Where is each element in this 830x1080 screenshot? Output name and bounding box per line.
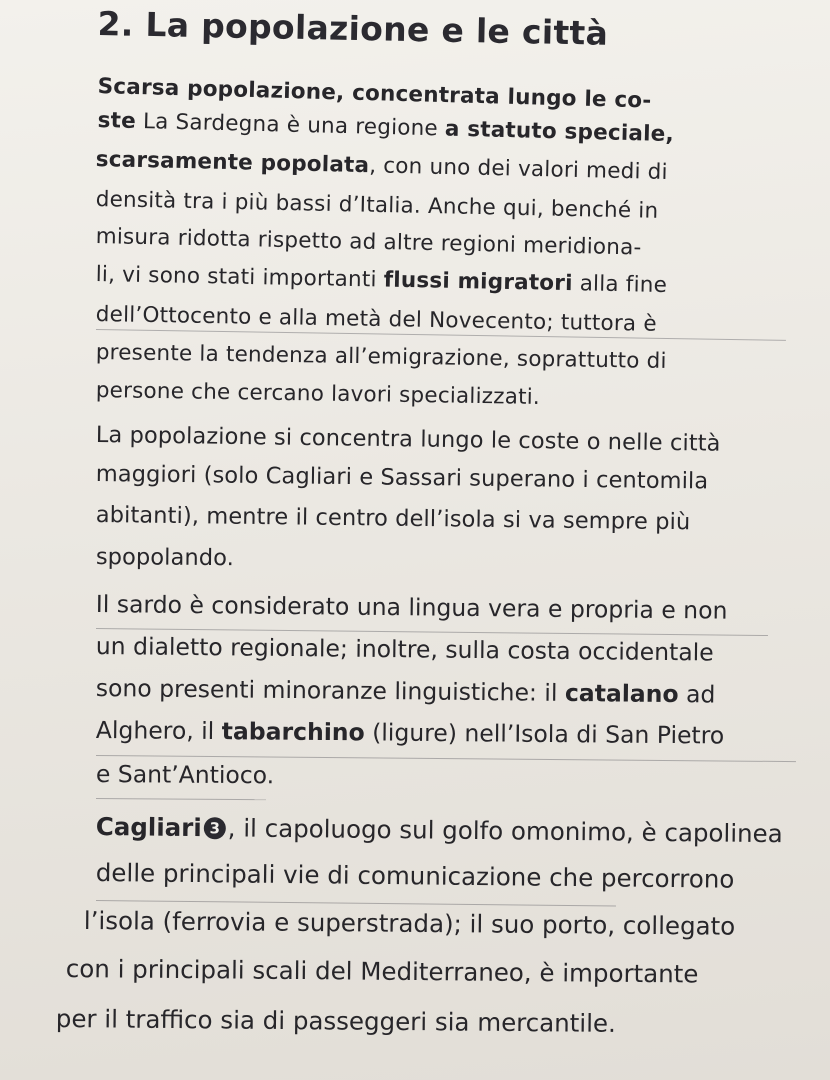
paragraph-1-line-9: persone che cercano lavori specializzati. [95, 378, 541, 410]
paragraph-3-line-2: un dialetto regionale; inoltre, sulla costa occidentale [95, 632, 714, 667]
paragraph-4-line-1: Cagliari 3 , il capoluogo sul golfo omonimo, è capolinea [95, 812, 783, 849]
paragraph-4-line-2: delle principali vie di comunicazione che percorrono [95, 858, 735, 894]
paragraph-4-line-4: con i principali scali del Mediterraneo, è importante [65, 954, 699, 989]
pencil-underline [96, 900, 616, 906]
paragraph-3-line-4: Alghero, il tabarchino (ligure) nell’Isola di San Pietro [95, 716, 725, 750]
paragraph-3-line-3: sono presenti minoranze linguistiche: il catalano ad [95, 674, 716, 709]
paragraph-3-line-5: e Sant’Antioco. [95, 760, 275, 790]
pencil-underline [96, 798, 266, 800]
image-reference-badge: 3 [204, 817, 226, 839]
paragraph-2-line-2: maggiori (solo Cagliari e Sassari superano i centomila [95, 461, 709, 495]
paragraph-1-line-6: li, vi sono stati importanti flussi migratori alla fine [95, 262, 668, 298]
paragraph-4-line-5: per il traffico sia di passeggeri sia mercantile. [55, 1004, 616, 1038]
paragraph-1-line-3: scarsamente popolata, con uno dei valori medi di [95, 147, 669, 185]
paragraph-1-line-5: misura ridotta rispetto ad altre regioni meridiona- [95, 224, 642, 261]
paragraph-1-line-7: dell’Ottocento e alla metà del Novecento; tuttora è [95, 302, 657, 337]
paragraph-2-line-1: La popolazione si concentra lungo le coste o nelle città [95, 422, 721, 457]
paragraph-4-line-3: l’isola (ferrovia e superstrada); il suo porto, collegato [83, 906, 736, 941]
paragraph-1-line-4: densità tra i più bassi d’Italia. Anche qui, benché in [95, 187, 659, 224]
paragraph-1-line-8: presente la tendenza all’emigrazione, soprattutto di [95, 340, 667, 374]
paragraph-3-line-1: Il sardo è considerato una lingua vera e propria e non [95, 590, 728, 625]
paragraph-2-line-4: spopolando. [95, 544, 235, 572]
paragraph-1-line-1: Scarsa popolazione, concentrata lungo le co- [97, 74, 652, 114]
section-title: 2. La popolazione e le città [97, 4, 609, 53]
paragraph-1-line-2: ste La Sardegna è una regione a statuto speciale, [97, 108, 675, 148]
paragraph-2-line-3: abitanti), mentre il centro dell’isola si va sempre più [95, 502, 691, 536]
